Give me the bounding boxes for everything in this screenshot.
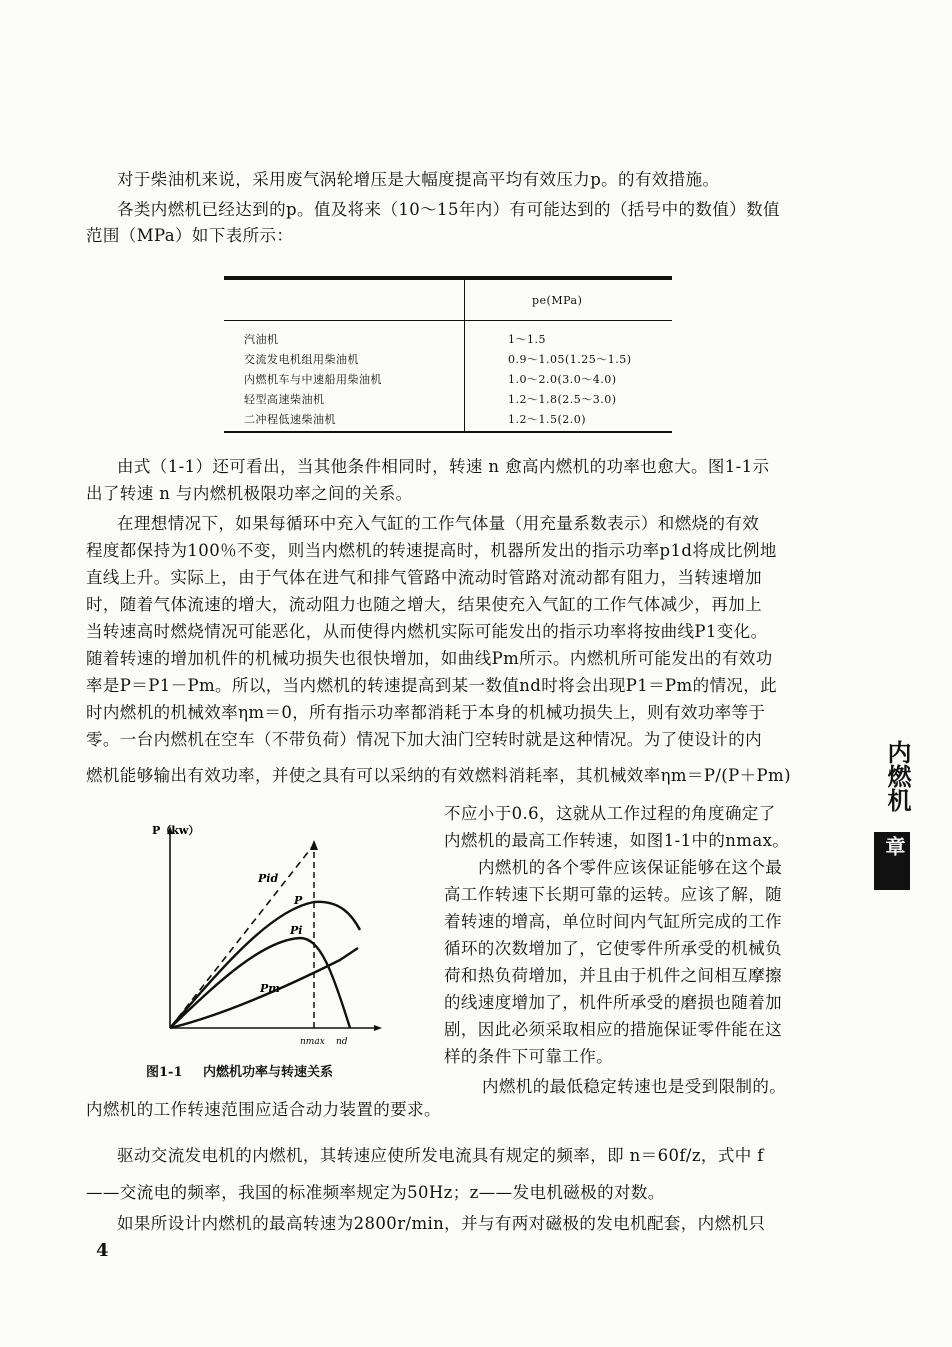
wrap-line: 样的条件下可靠工作。 (444, 1047, 613, 1066)
tick-nd: nd (336, 1037, 348, 1047)
x-axis-arrow-icon (374, 1025, 382, 1031)
body-line: 时，随着气体流速的增大，流动阻力也随之增大，结果使充入气缸的工作气体减少，再加上 (86, 595, 762, 614)
table-row-value: 1～1.5 (508, 333, 546, 346)
figure-1-1 (140, 820, 400, 1050)
table-row-value: 1.2～1.8(2.5～3.0) (508, 393, 617, 406)
wrap-line: 荷和热负荷增加，并且由于机件之间相互摩擦 (444, 966, 782, 985)
table-row-name: 汽油机 (244, 333, 279, 346)
wrap-line: 循环的次数增加了，它使零件所承受的机械负 (444, 939, 782, 958)
body-line: 出了转速 n 与内燃机极限功率之间的关系。 (86, 484, 413, 503)
table-row-name: 交流发电机组用柴油机 (244, 353, 359, 366)
side-tab-chapter: 第一章 (882, 836, 935, 876)
body-line: 程度都保持为100％不变，则当内燃机的转速提高时，机器所发出的指示功率p1d将成比例地 (86, 541, 777, 560)
wrap-line: 高工作转速下长期可靠的运转。应该了解，随 (444, 885, 782, 904)
y-axis-label: P（kw） (152, 824, 200, 837)
wrap-line: 剧，因此必须采取相应的措施保证零件能在这 (444, 1020, 782, 1039)
body-line: 零。一台内燃机在空车（不带负荷）情况下加大油门空转时就是这种情况。为了使设计的内 (86, 730, 762, 749)
wrap-line: 的线速度增加了，机件所承受的磨损也随着加 (444, 993, 782, 1012)
label-pi: Pi (290, 924, 303, 937)
wrap-line: 内燃机的最低稳定转速也是受到限制的。 (482, 1077, 787, 1096)
body-line: 由式（1-1）还可看出，当其他条件相同时，转速 n 愈高内燃机的功率也愈大。图1-1示 (117, 457, 770, 476)
page-number: 4 (96, 1240, 109, 1261)
para-2-line-1: 各类内燃机已经达到的p。值及将来（10～15年内）有可能达到的（括号中的数值）数值 (117, 200, 780, 219)
para-1: 对于柴油机来说，采用废气涡轮增压是大幅度提高平均有效压力p。的有效措施。 (117, 170, 720, 189)
tail-line: 内燃机的工作转速范围应适合动力装置的要求。 (86, 1100, 441, 1119)
side-tab-label: 内燃机 (883, 740, 912, 812)
body-line: 燃机能够输出有效功率，并使之具有可以采纳的有效燃料消耗率，其机械效率ηm＝P/(P＋Pm) (86, 766, 791, 785)
body-line: 率是P＝P1－Pm。所以，当内燃机的转速提高到某一数值nd时将会出现P1＝Pm的情况，此 (86, 676, 778, 695)
figure-caption (146, 1061, 333, 1080)
wrap-line: 内燃机的各个零件应该保证能够在这个最 (478, 858, 783, 877)
table-column-divider (464, 280, 465, 432)
wrap-line: 内燃机的最高工作转速，如图1-1中的nmax。 (444, 831, 790, 850)
body-line: 直线上升。实际上，由于气体在进气和排气管路中流动时管路对流动都有阻力，当转速增加 (86, 568, 762, 587)
table-header-pe: pe(MPa) (532, 294, 583, 307)
side-tab-block (874, 832, 935, 890)
table-bottom-rule (224, 431, 672, 433)
tail-line: 驱动交流发电机的内燃机，其转速应使所发电流具有规定的频率，即 n＝60f/z，式中 f (117, 1146, 764, 1165)
body-line: 当转速高时燃烧情况可能恶化，从而使得内燃机实际可能发出的指示功率将按曲线P1变化。 (86, 622, 768, 641)
table-row-value: 1.0～2.0(3.0～4.0) (508, 373, 617, 386)
nmax-arrow-icon (310, 840, 318, 850)
tick-nmax: nmax (300, 1037, 325, 1047)
table-header-rule (224, 320, 672, 321)
para-2-line-2: 范围（MPa）如下表所示： (86, 226, 294, 245)
table-row-name: 内燃机车与中速船用柴油机 (244, 373, 382, 386)
wrap-line: 着转速的增高，单位时间内气缸所完成的工作 (444, 912, 782, 931)
figure-caption-number: 图1-1 (146, 1065, 183, 1080)
body-line: 时内燃机的机械效率ηm＝0，所有指示功率都消耗于本身的机械功损失上，则有效功率等于 (86, 703, 766, 722)
body-line: 随着转速的增加机件的机械功损失也很快增加，如曲线Pm所示。内燃机所可能发出的有效功 (86, 649, 773, 668)
label-p: P (294, 894, 303, 907)
table-row-value: 0.9～1.05(1.25～1.5) (508, 353, 632, 366)
table-row-value: 1.2～1.5(2.0) (508, 413, 587, 426)
table-row-name: 二冲程低速柴油机 (244, 413, 336, 426)
label-pm: Pm (260, 982, 280, 995)
figure-caption-text: 内燃机功率与转速关系 (203, 1065, 334, 1080)
table-row-name: 轻型高速柴油机 (244, 393, 325, 406)
tail-line: 如果所设计内燃机的最高转速为2800r/min，并与有两对磁极的发电机配套，内燃机只 (117, 1214, 766, 1233)
tail-line: ——交流电的频率，我国的标准频率规定为50Hz；z——发电机磁极的对数。 (86, 1183, 665, 1202)
label-pid: Pid (258, 872, 279, 885)
body-line: 在理想情况下，如果每循环中充入气缸的工作气体量（用充量系数表示）和燃烧的有效 (117, 514, 760, 533)
wrap-line: 不应小于0.6，这就从工作过程的角度确定了 (444, 804, 776, 823)
table-top-rule (224, 276, 672, 280)
